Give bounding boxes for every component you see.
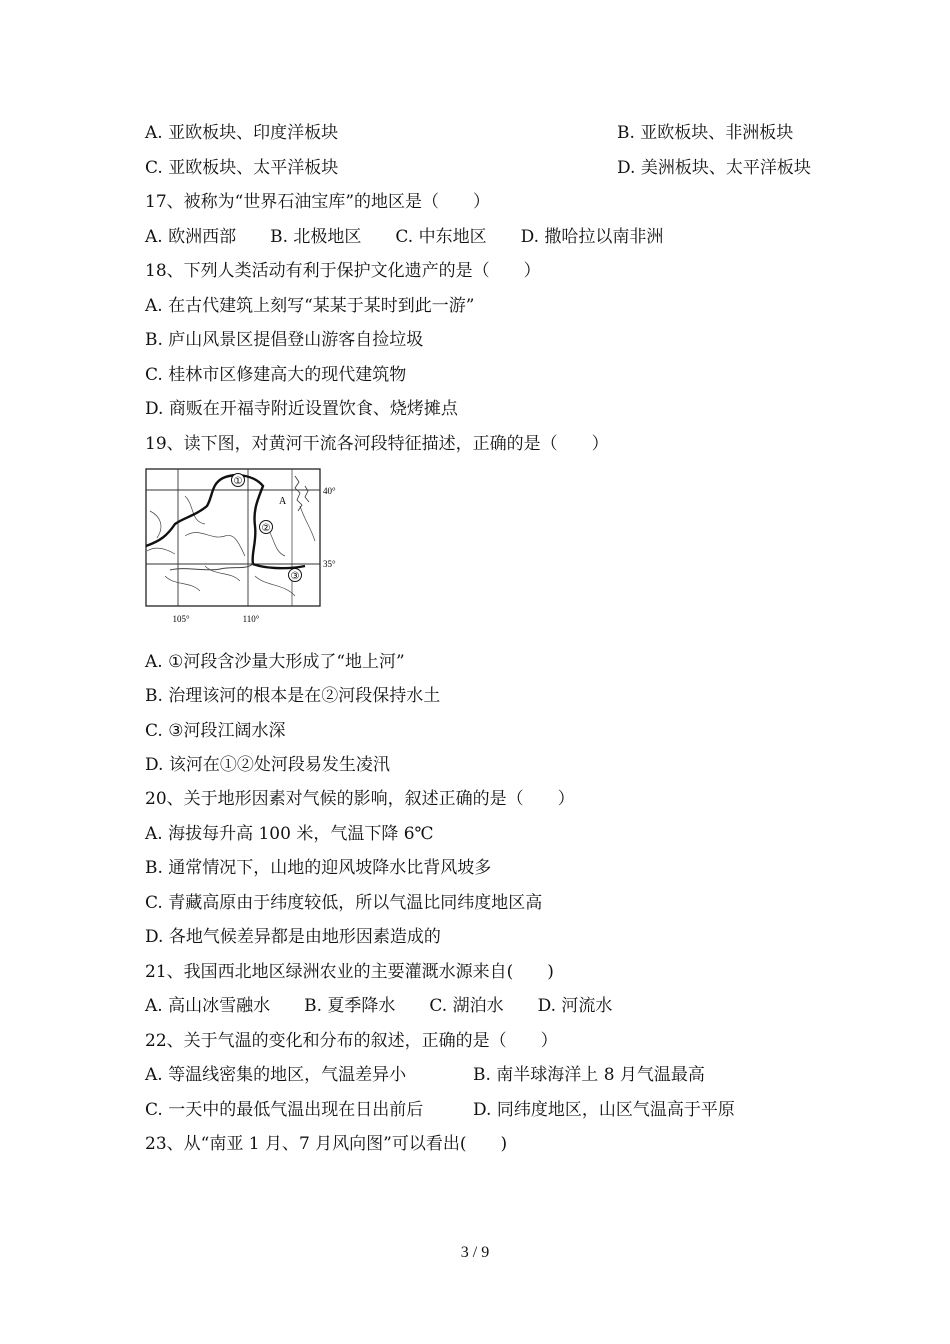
q18-option-b: B. 庐山风景区提倡登山游客自捡垃圾	[145, 330, 424, 350]
q21-options: A. 高山冰雪融水 B. 夏季降水 C. 湖泊水 D. 河流水	[145, 996, 613, 1016]
q18-option-a: A. 在古代建筑上刻写“某某于某时到此一游”	[145, 296, 475, 316]
q16-option-a: A. 亚欧板块、印度洋板块	[145, 123, 339, 143]
q17-options: A. 欧洲西部 B. 北极地区 C. 中东地区 D. 撒哈拉以南非洲	[145, 227, 664, 247]
q23-stem: 23、从“南亚 1 月、7 月风向图”可以看出( )	[145, 1134, 508, 1154]
yellow-river-mainstream	[146, 475, 305, 568]
map-frame	[146, 469, 320, 606]
mountain-marks	[295, 476, 309, 511]
label-A: A	[279, 496, 287, 507]
q19-option-c: C. ③河段江阔水深	[145, 721, 286, 741]
q22-option-c: C. 一天中的最低气温出现在日出前后	[145, 1100, 424, 1120]
q19-option-a: A. ①河段含沙量大形成了“地上河”	[145, 652, 405, 672]
label-lon-105: 105°	[172, 614, 190, 624]
q19-stem: 19、读下图，对黄河干流各河段特征描述，正确的是（ ）	[145, 434, 609, 454]
label-lon-110: 110°	[242, 614, 260, 624]
q16-option-d: D. 美洲板块、太平洋板块	[617, 158, 811, 178]
wei-river	[170, 564, 253, 570]
page-number: 3 / 9	[460, 1244, 490, 1261]
q20-stem: 20、关于地形因素对气候的影响，叙述正确的是（ ）	[145, 789, 575, 809]
q21-stem: 21、我国西北地区绿洲农业的主要灌溉水源来自( )	[145, 962, 554, 982]
q18-option-d: D. 商贩在开福寺附近设置饮食、烧烤摊点	[145, 399, 458, 419]
q16-option-c: C. 亚欧板块、太平洋板块	[145, 158, 339, 178]
q16-option-row-2	[145, 157, 811, 179]
q16-option-b: B. 亚欧板块、非洲板块	[617, 123, 794, 143]
q22-option-a: A. 等温线密集的地区，气温差异小	[145, 1065, 407, 1085]
label-lat-40: 40°	[323, 486, 336, 496]
q22-stem: 22、关于气温的变化和分布的叙述，正确的是（ ）	[145, 1031, 558, 1051]
q16-option-row-1	[145, 122, 794, 144]
label-1: ①	[233, 476, 243, 487]
q18-stem: 18、下列人类活动有利于保护文化遗产的是（ ）	[145, 261, 541, 281]
q22-option-d: D. 同纬度地区，山区气温高于平原	[473, 1100, 735, 1120]
q17-stem: 17、被称为“世界石油宝库”的地区是（ ）	[145, 192, 491, 212]
q19-option-b: B. 治理该河的根本是在②河段保持水土	[145, 686, 441, 706]
q22-option-row-1	[145, 1064, 705, 1086]
q20-option-d: D. 各地气候差异都是由地形因素造成的	[145, 927, 441, 947]
q20-option-c: C. 青藏高原由于纬度较低，所以气温比同纬度地区高	[145, 893, 543, 913]
q20-option-b: B. 通常情况下，山地的迎风坡降水比背风坡多	[145, 858, 492, 878]
label-2: ②	[261, 523, 271, 534]
q22-option-b: B. 南半球海洋上 8 月气温最高	[473, 1065, 705, 1085]
yellow-river-map	[145, 466, 350, 626]
q19-option-d: D. 该河在①②处河段易发生凌汛	[145, 755, 390, 775]
q22-option-row-2	[145, 1099, 735, 1121]
label-lat-35: 35°	[323, 559, 336, 569]
q20-option-a: A. 海拔每升高 100 米，气温下降 6℃	[145, 824, 434, 844]
q18-option-c: C. 桂林市区修建高大的现代建筑物	[145, 365, 407, 385]
label-3: ③	[290, 571, 300, 582]
